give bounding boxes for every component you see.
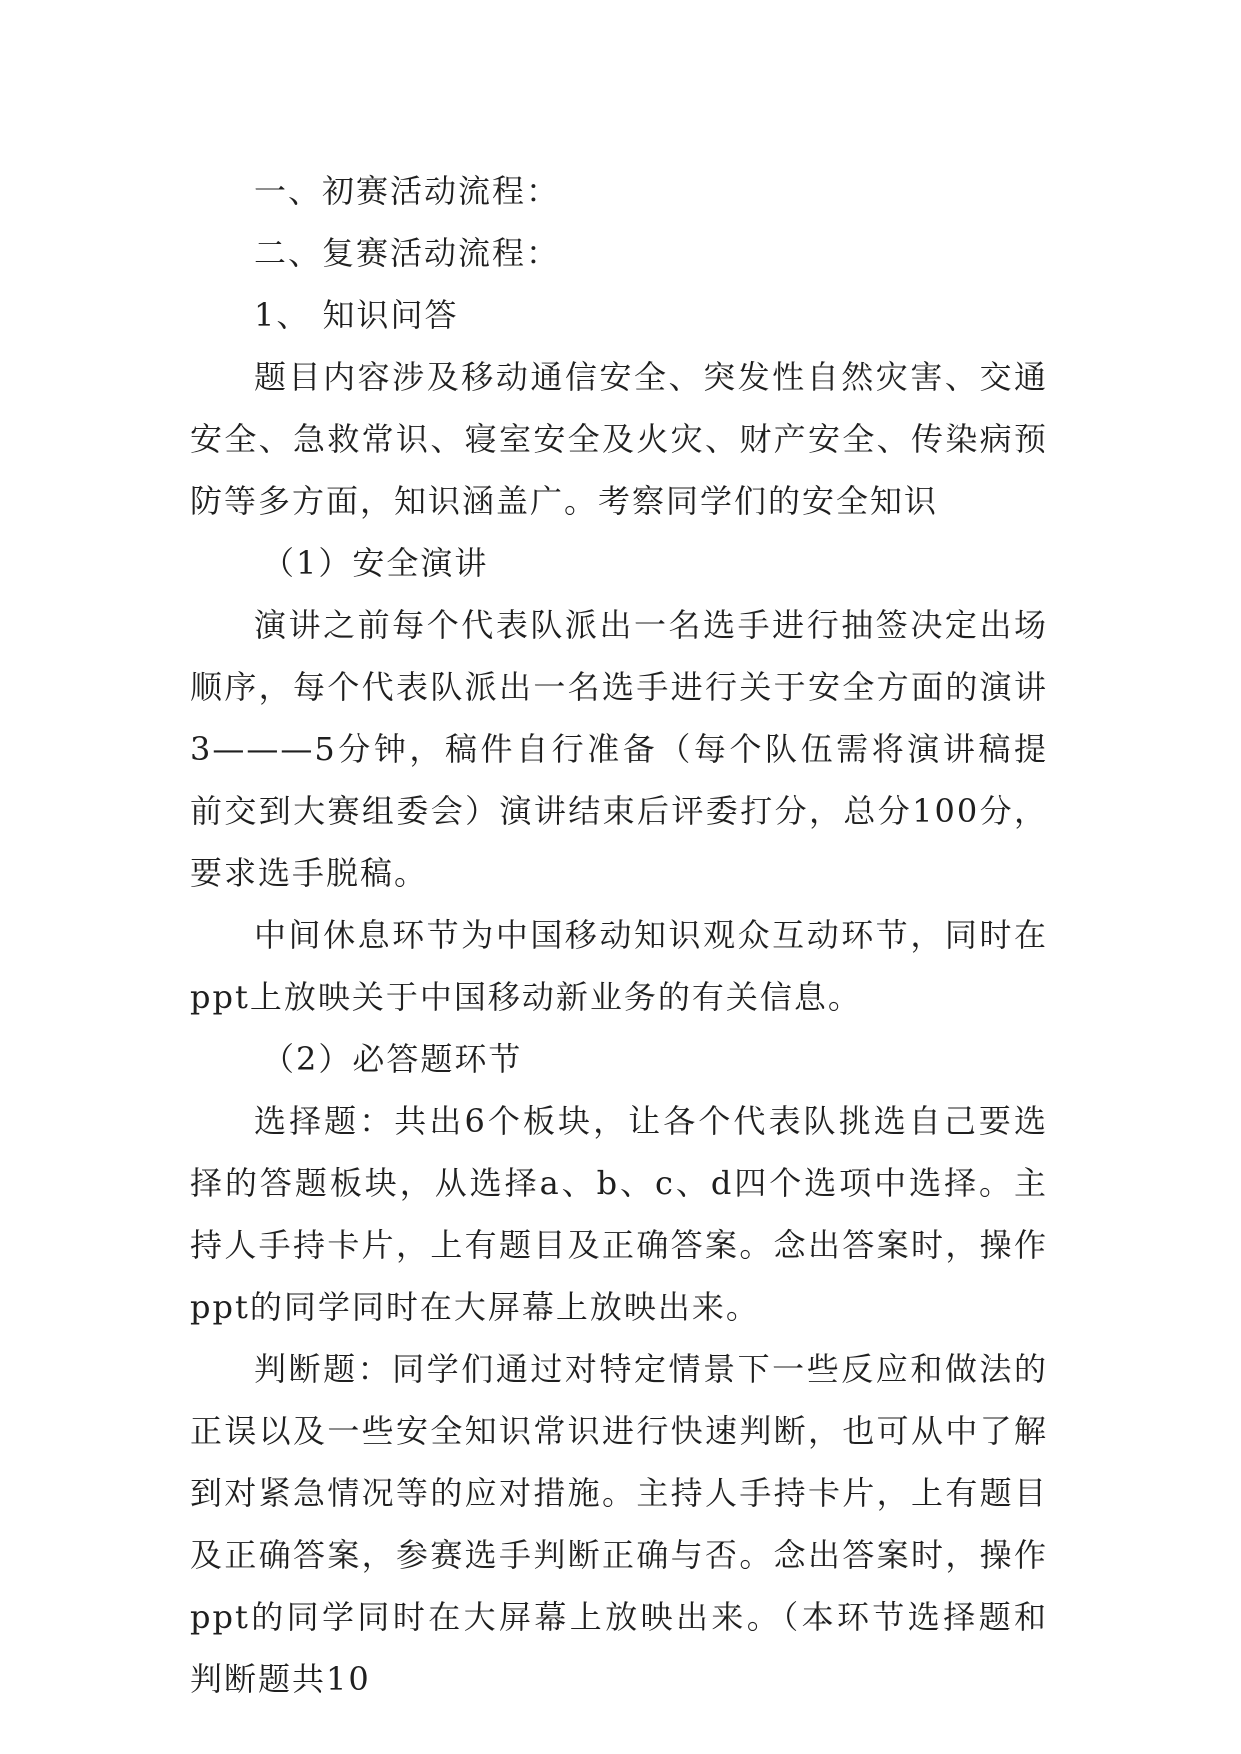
paragraph-quiz-content: 题目内容涉及移动通信安全、突发性自然灾害、交通安全、急救常识、寝室安全及火灾、财产安全、传染病预防等多方面，知识涵盖广。考察同学们的安全知识 bbox=[190, 358, 1048, 520]
heading-preliminary-process: 一、初赛活动流程： bbox=[254, 172, 561, 210]
paragraph-multiple-choice: 选择题：共出6个板块，让各个代表队挑选自己要选择的答题板块，从选择a、b、c、d四个选项中选择。主持人手持卡片，上有题目及正确答案。念出答案时，操作ppt的同学同时在大屏幕上放映出来。 bbox=[190, 1102, 1048, 1326]
paragraph-true-false: 判断题：同学们通过对特定情景下一些反应和做法的正误以及一些安全知识常识进行快速判断，也可从中了解到对紧急情况等的应对措施。主持人手持卡片，上有题目及正确答案，参赛选手判断正确与否。念出答案时，操作ppt的同学同时在大屏幕上放映出来。（本环节选择题和判断题共10 bbox=[190, 1350, 1048, 1698]
paragraph-speech-rules: 演讲之前每个代表队派出一名选手进行抽签决定出场顺序，每个代表队派出一名选手进行关于安全方面的演讲3———5分钟，稿件自行准备（每个队伍需将演讲稿提前交到大赛组委会）演讲结束后评委打分，总分100分，要求选手脱稿。 bbox=[190, 606, 1048, 892]
heading-knowledge-quiz: 1、 知识问答 bbox=[254, 296, 459, 334]
heading-semifinal-process: 二、复赛活动流程： bbox=[254, 234, 561, 272]
document-body bbox=[190, 160, 1048, 1710]
paragraph-intermission: 中间休息环节为中国移动知识观众互动环节，同时在ppt上放映关于中国移动新业务的有关信息。 bbox=[190, 916, 1048, 1016]
heading-required-questions: （2）必答题环节 bbox=[262, 1040, 523, 1078]
heading-safety-speech: （1）安全演讲 bbox=[262, 544, 489, 582]
